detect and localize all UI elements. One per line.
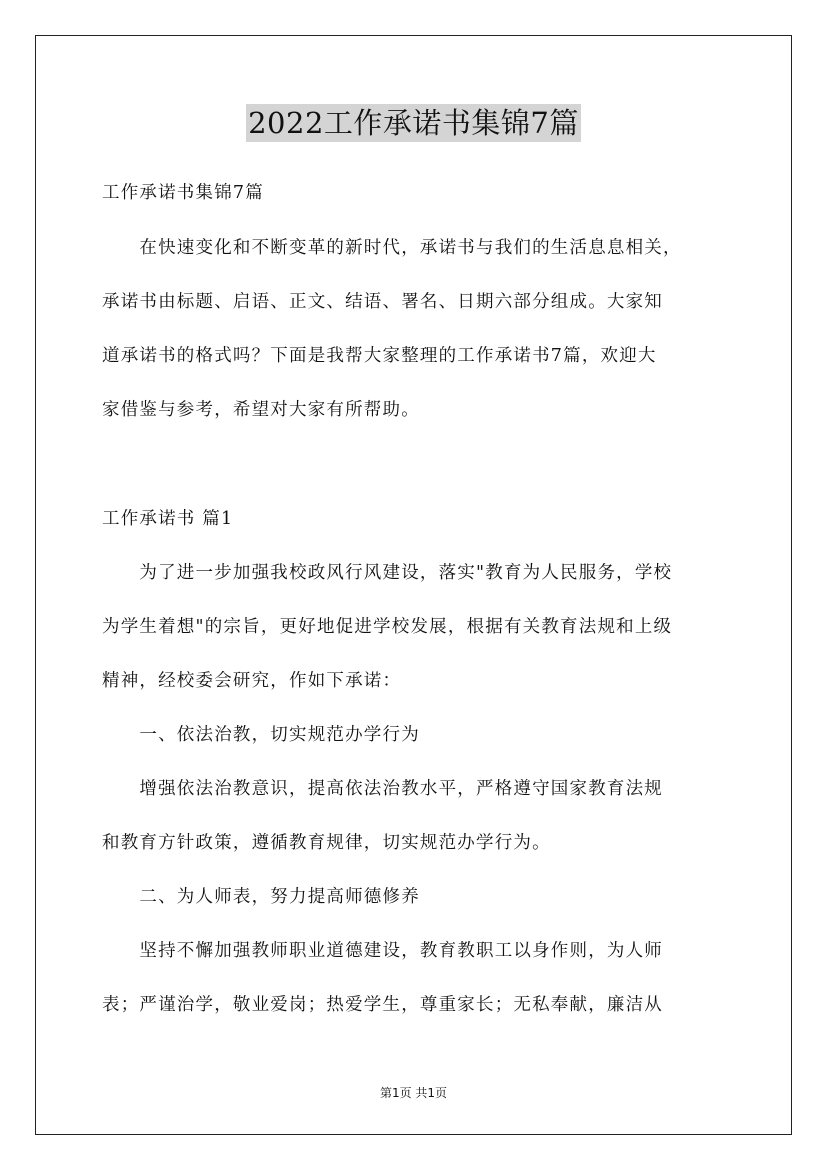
paragraph-line: 为了进一步加强我校政风行风建设，落实"教育为人民服务，学校 — [102, 563, 673, 583]
section-heading: 工作承诺书 篇1 — [102, 509, 234, 529]
subheading-line: 二、为人师表，努力提高师德修养 — [102, 887, 420, 907]
paragraph-line: 增强依法治教意识，提高依法治教水平，严格遵守国家教育法规 — [102, 779, 663, 799]
subheading-line: 一、依法治教，切实规范办学行为 — [102, 725, 420, 745]
document-title: 2022工作承诺书集锦7篇 — [248, 106, 579, 140]
paragraph-line: 表；严谨治学，敬业爱岗；热爱学生，尊重家长；无私奉献，廉洁从 — [102, 995, 663, 1015]
title-container — [0, 104, 827, 142]
paragraph-line: 为学生着想"的宗旨，更好地促进学校发展，根据有关教育法规和上级 — [102, 617, 673, 637]
paragraph-line: 承诺书由标题、启语、正文、结语、署名、日期六部分组成。大家知 — [102, 292, 663, 312]
paragraph-line: 精神，经校委会研究，作如下承诺： — [102, 671, 402, 691]
paragraph-line: 道承诺书的格式吗？下面是我帮大家整理的工作承诺书7篇，欢迎大 — [102, 346, 657, 366]
paragraph-line: 坚持不懈加强教师职业道德建设，教育教职工以身作则，为人师 — [102, 941, 663, 961]
page-footer: 第1页 共1页 — [379, 1086, 448, 1100]
paragraph-line: 家借鉴与参考，希望对大家有所帮助。 — [102, 400, 420, 420]
subtitle-line: 工作承诺书集锦7篇 — [102, 183, 264, 203]
paragraph-line: 在快速变化和不断变革的新时代，承诺书与我们的生活息息相关， — [102, 238, 682, 258]
paragraph-line: 和教育方针政策，遵循教育规律，切实规范办学行为。 — [102, 833, 551, 853]
